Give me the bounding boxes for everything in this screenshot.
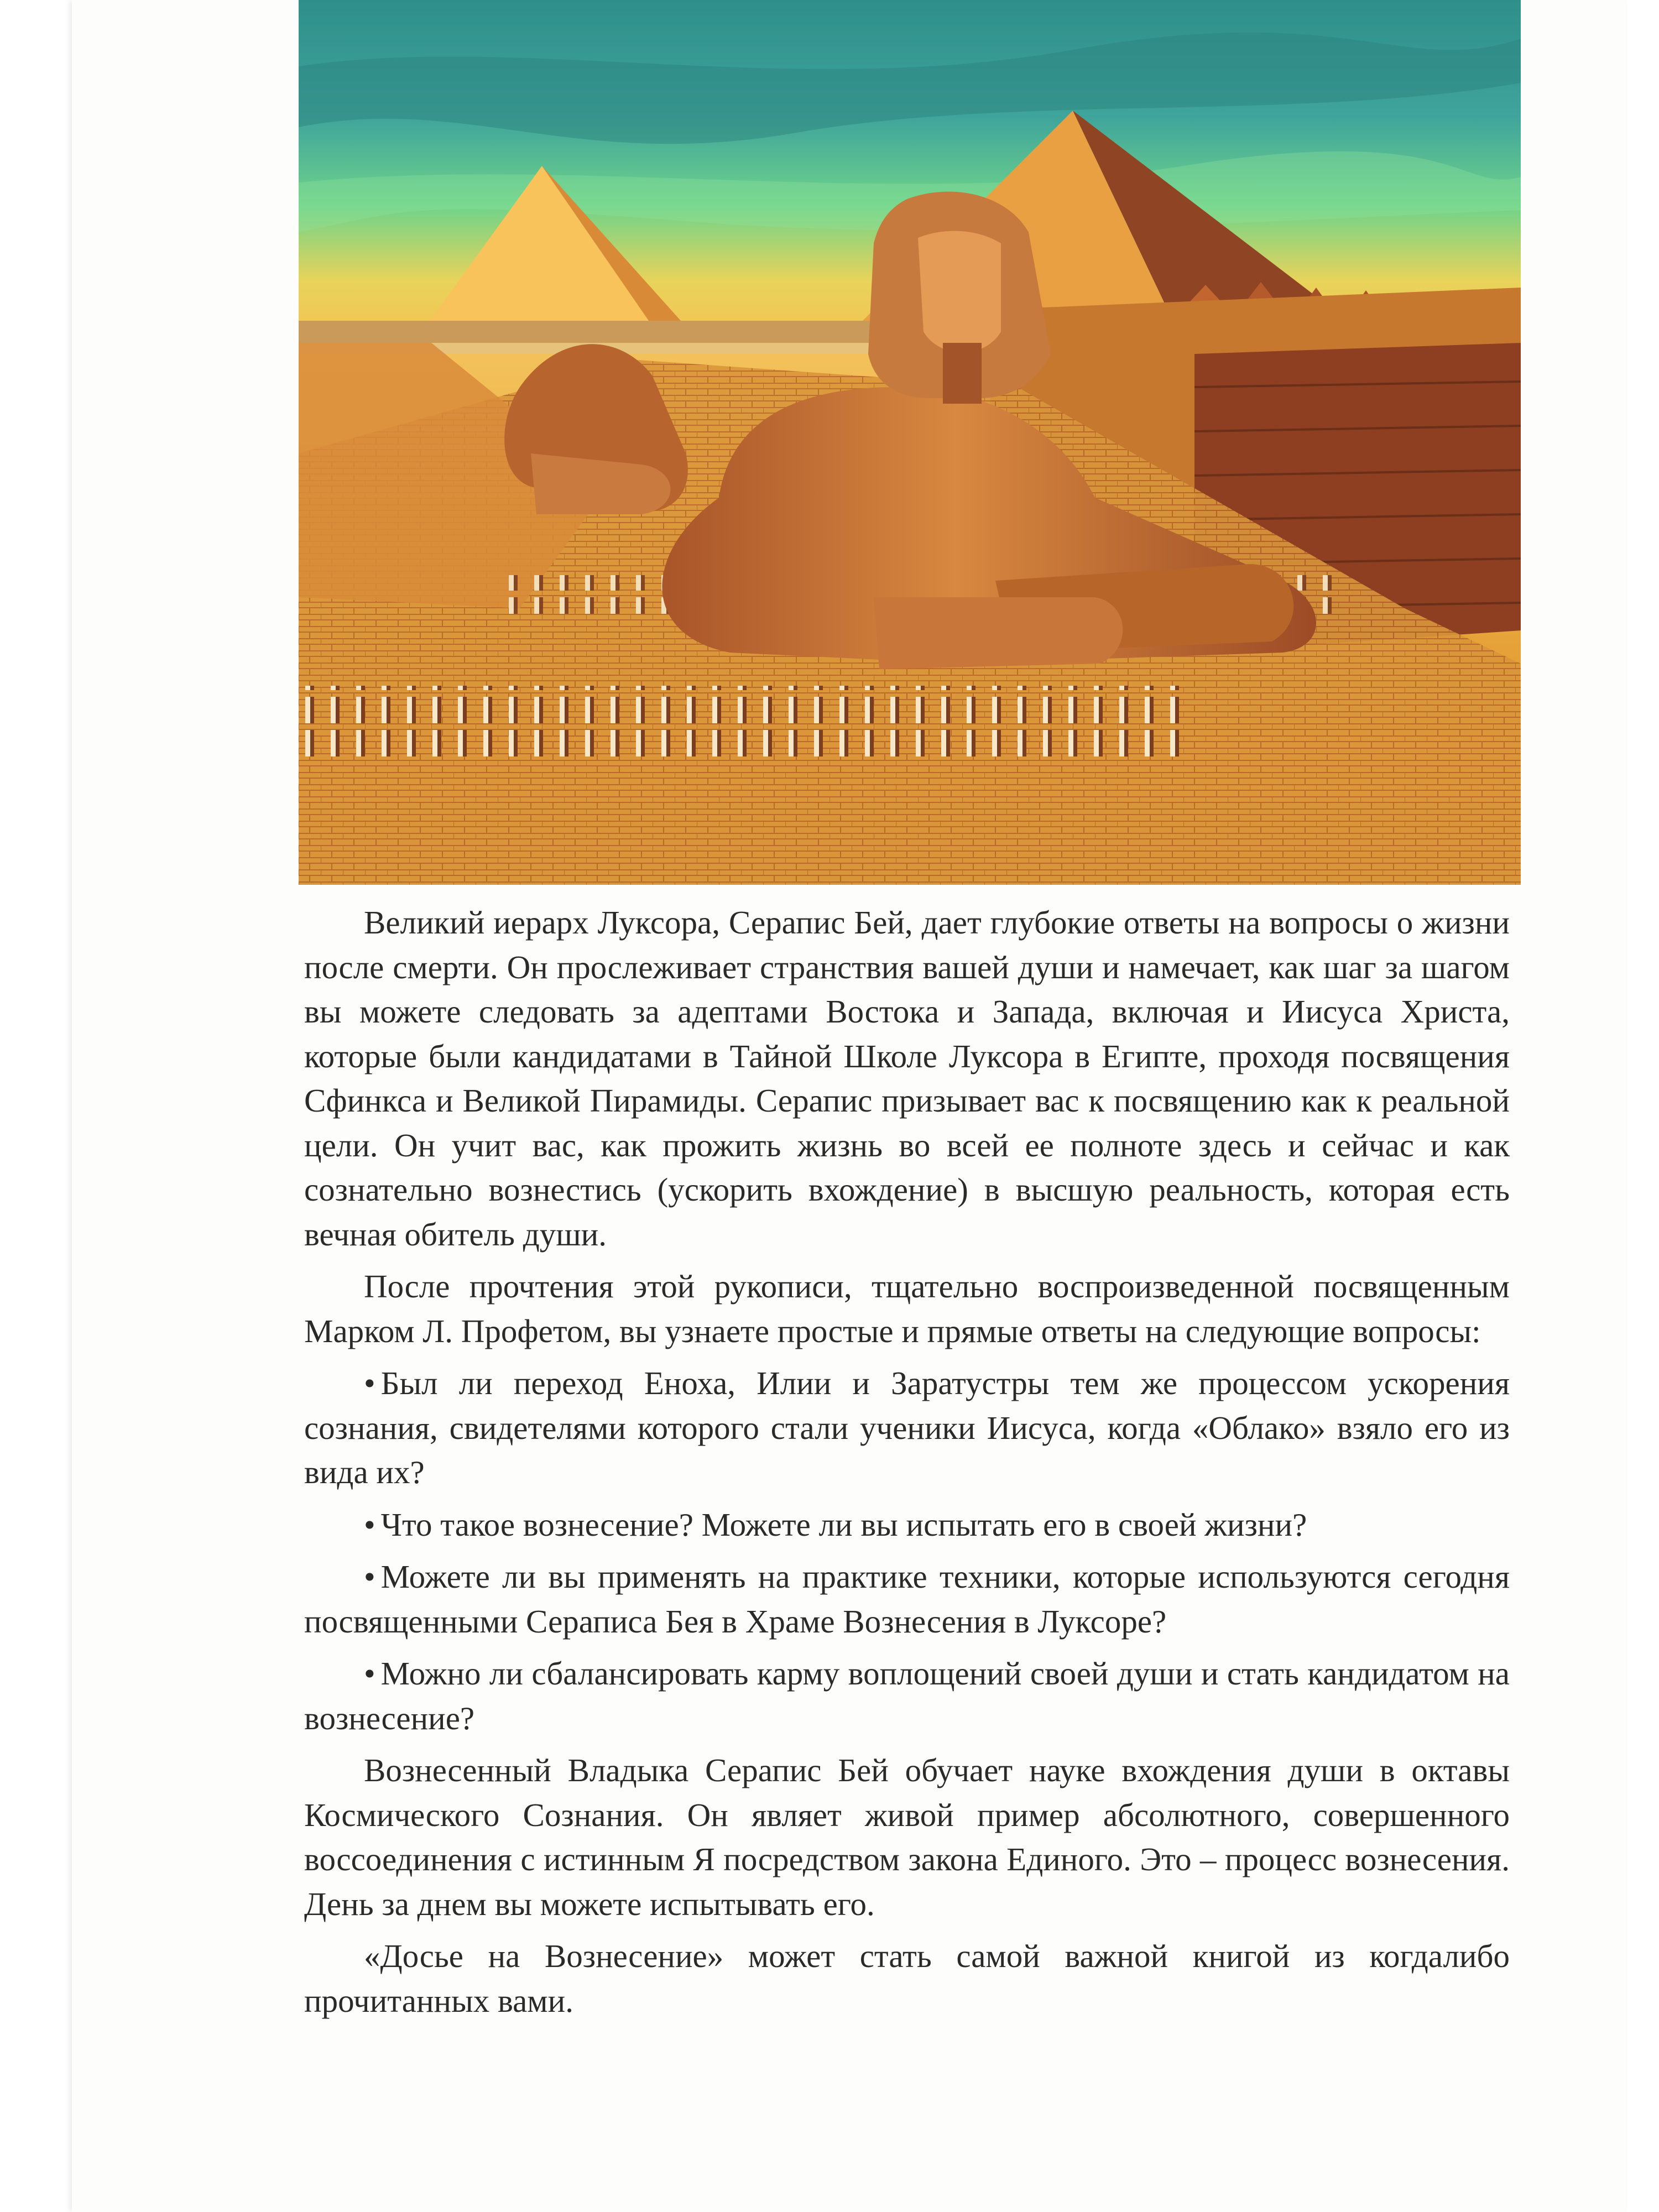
list-item — [304, 1651, 1510, 1740]
sphinx-pyramids-image — [299, 0, 1521, 885]
bullet-icon: • — [364, 1558, 375, 1595]
list-item — [304, 1554, 1510, 1644]
list-item — [304, 1361, 1510, 1495]
questions-list — [304, 1361, 1510, 1740]
list-item-text: Что такое вознесение? Можете ли вы испытать его в своей жизни? — [380, 1506, 1307, 1543]
list-item-text: Можете ли вы применять на практике техники, которые используются сегодня посвященными Сераписа Бея в Храме Вознесения в Луксоре? — [304, 1558, 1510, 1640]
list-item — [304, 1503, 1510, 1547]
list-item-text: Можно ли сбалансировать карму воплощений своей души и стать кандидатом на вознесение? — [304, 1655, 1510, 1736]
closing-paragraph: Вознесенный Владыка Серапис Бей обучает науке вхождения души в октавы Космического Сознания. Он являет живой пример абсолютного, совершенного воссоединения с истинным Я посредством закона Единого. Это – процесс вознесения. День за днем вы можете испытывать его. — [304, 1752, 1510, 1922]
questions-intro-paragraph: После прочтения этой рукописи, тщательно воспроизведенной посвященным Марком Л. Профетом, вы узнаете простые и прямые ответы на следующие вопросы: — [304, 1268, 1510, 1349]
bullet-icon: • — [364, 1655, 375, 1692]
list-item-text: Был ли переход Еноха, Илии и Заратустры тем же процессом ускорения сознания, свидетелями которого стали ученики Иисуса, когда «Облако» взяло его из вида их? — [304, 1365, 1510, 1490]
description-text — [304, 900, 1510, 2031]
book-back-cover — [72, 0, 1626, 2212]
cover-illustration — [299, 0, 1521, 885]
bullet-icon: • — [364, 1365, 375, 1401]
intro-paragraph: Великий иерарх Луксора, Серапис Бей, дает глубокие ответы на вопросы о жизни после смерти. Он прослеживает странствия вашей души и намечает, как шаг за шагом вы можете следовать за адептами Востока и Запада, включая и Иисуса Христа, которые были кандидатами в Тайной Школе Луксора в Египте, проходя посвящения Сфинкса и Великой Пирамиды. Серапис призывает вас к посвящению как к реальной цели. Он учит вас, как прожить жизнь во всей ее полноте здесь и сейчас и как сознательно вознестись (ускорить вхождение) в высшую реальность, которая есть вечная обитель души. — [304, 904, 1510, 1253]
final-paragraph: «Досье на Вознесение» может стать самой важной книгой из когдалибо прочитанных вами. — [304, 1938, 1510, 2019]
bullet-icon: • — [364, 1506, 375, 1543]
